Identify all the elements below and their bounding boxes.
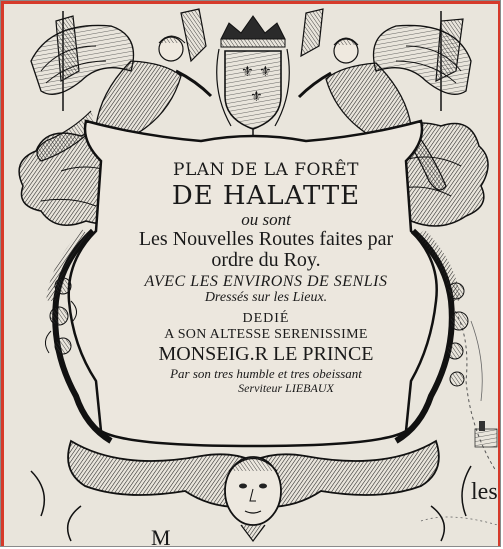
title-line-roy: ordre du Roy. (211, 249, 321, 271)
svg-text:⚜: ⚜ (259, 64, 272, 80)
svg-text:⚜: ⚜ (241, 64, 254, 80)
red-border-left (1, 1, 4, 547)
title-line-plan: PLAN DE LA FORÊT (173, 160, 359, 180)
title-line-routes: Les Nouvelles Routes faites par (138, 228, 394, 250)
title-line-ou-sont: ou sont (241, 210, 291, 229)
red-border-right (498, 1, 501, 547)
title-line-serviteur: Serviteur LIEBAUX (238, 381, 334, 395)
map-label-fragment-bottom: M (151, 525, 171, 547)
title-line-obeissant: Par son tres humble et tres obeissant (170, 366, 362, 381)
svg-text:⚜: ⚜ (250, 89, 263, 105)
map-label-fragment-right: les (471, 479, 498, 505)
title-line-halatte: DE HALATTE (171, 181, 361, 211)
cartouche-inscription (96, 158, 436, 394)
title-line-dedie: DEDIÉ (242, 311, 290, 326)
title-line-senlis: AVEC LES ENVIRONS DE SENLIS (144, 273, 388, 290)
title-line-altesse: A SON ALTESSE SERENISSIME (164, 327, 368, 342)
red-border-top (1, 1, 501, 4)
title-line-prince: MONSEIG.R LE PRINCE (158, 343, 374, 365)
bottom-ornament (31, 441, 471, 541)
title-line-dresses: Dressés sur les Lieux. (204, 290, 328, 305)
